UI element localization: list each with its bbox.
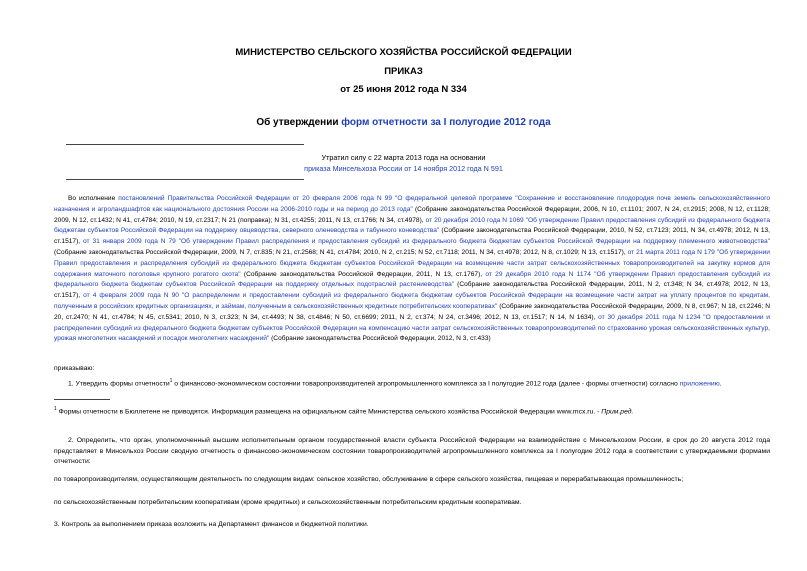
preamble-text: (Собрание законодательства Российской Федерации, 2012, N 3, ст.433) xyxy=(269,335,491,343)
item-1 xyxy=(68,376,768,389)
preamble-text: (Собрание законодательства Российской Федерации, 2011, N 2, ст.348; N 34, ст.4978; 2012, N 13, ст.1517), xyxy=(54,281,770,300)
item-1-text: . xyxy=(719,380,722,388)
resolution-link-179[interactable]: от 21 марта 2011 года N 179 "Об утверждении Правил предоставления и распределения субсидий из федерального бюджета бюджетам субъектов Российской Федерации на возмещение части затрат сельскохозяйственных товаропроизводителей на закупку кормов для содержания маточного поголовья крупного рогатого скота" xyxy=(54,248,770,278)
preamble-text: (Собрание законодательства Российской Федерации, 2009, N 8, ст.967; N 18, ст.2246; N 20, ст.2470; N 41, ст.4784; N 45, ст.5341; 2010, N 3, ст.323; N 34, ст.4493; N 38, ст.4846; N 50, ст.6699; 2011, N 2, ст.374; N 24, ст.3496; 2012, N 13, ст.1517; N 14, N 1634), xyxy=(54,302,770,321)
footnote-note: Прим.ред. xyxy=(601,408,634,416)
title-forms-link[interactable]: форм отчетности за I полугодие 2012 года xyxy=(341,117,551,128)
date-number-header: от 25 июня 2012 года N 334 xyxy=(340,84,467,95)
title-prefix: Об утверждении xyxy=(256,117,342,128)
resolution-link-99[interactable]: постановлений Правительства Российской Федерации от 20 февраля 2006 года N 99 "О федеральной целевой программе "Сохранение и восстановление плодородия почв земель сельскохозяйственного назначения и агроландшафтов как национального достояния России на 2006-2010 годы и на период до 2013 года" xyxy=(54,195,770,213)
resolution-link-1069[interactable]: от 20 декабря 2010 года N 1069 "Об утверждении Правил предоставления субсидий из федерального бюджета бюджетам субъектов Российской Федерации на поддержку овцеводства, северного оленеводства и табунного коневодства" xyxy=(54,216,770,235)
ministry-header: МИНИСТЕРСТВО СЕЛЬСКОГО ХОЗЯЙСТВА РОССИЙСКОЙ ФЕДЕРАЦИИ xyxy=(235,47,572,58)
appendix-link[interactable]: приложению xyxy=(679,380,720,388)
status-line: Утратил силу с 22 марта 2013 года на основании xyxy=(321,153,486,162)
item-1-text: 1. Утвердить формы отчетности xyxy=(68,380,170,388)
subitem-1: по товаропроизводителям, осуществляющим деятельность по следующим видам: сельское хозяйство, обслуживание в сфере сельского хозяйства, пищевая и перерабатывающая промышленность; xyxy=(54,476,684,483)
doc-type-header: ПРИКАЗ xyxy=(384,66,423,77)
resolution-link-1174[interactable]: от 29 декабря 2010 года N 1174 "Об утверждении Правил предоставления субсидий из федерального бюджета бюджетам субъектов Российской Федерации на поддержку отдельных подотраслей растениеводства" xyxy=(54,270,770,289)
footnote-mark: 1 xyxy=(54,406,57,412)
divider-bottom xyxy=(66,179,304,180)
item-1-text: о финансово-экономическом состоянии товаропроизводителей агропромышленного комплекса за I полугодие 2012 года (далее - формы отчетности) согласно xyxy=(172,380,680,388)
footnote-ref: 1 xyxy=(169,378,173,384)
preamble-text: (Собрание законодательства Российской Федерации, 2006, N 10, ст.1101; 2007, N 24, ст.2915; 2008, N 12, ст.1128; 2009, N 12, ст.1432; N 41, ст.4784; 2010, N 19, ст.2317; N 21 (поправка); N 31, ст.4255; 2011, N 13, ст.1766; N 34, ст.4978), xyxy=(54,205,770,224)
resolution-link-1234[interactable]: от 30 декабря 2011 года N 1234 "О предоставлении и распределении субсидий из федерального бюджета бюджетам субъектов Российской Федерации на компенсацию части затрат сельскохозяйственных товаропроизводителей по страхованию урожая сельскохозяйственных культур, урожая многолетних насаждений и посадок многолетних насаждений" xyxy=(54,313,770,343)
item-3: 3. Контроль за выполнением приказа возложить на Департамент финансов и бюджетной политики. xyxy=(54,521,369,528)
order-word: приказываю: xyxy=(54,365,95,372)
divider-top xyxy=(66,144,304,145)
resolution-link-90[interactable]: от 4 февраля 2009 года N 90 "О распределении и предоставлении субсидий из федерального бюджета бюджетам субъектов Российской Федерации на возмещение части затрат на уплату процентов по кредитам, полученным в российских кредитных организациях, и займам, полученным в сельскохозяйственных кредитных потребительских кооперативах" xyxy=(54,292,770,310)
preamble-text: (Собрание законодательства Российской Федерации, 2011, N 13, ст.1767), xyxy=(240,270,486,278)
preamble-text: (Собрание законодательства Российской Федерации, 2009, N 7, ст.835; N 21, ст.2568; N 41, ст.4784; 2010, N 2, ст.215; N 52, ст.7118; 2011, N 34, ст.4978; 2012, N 8, ст.1029; N 13, ст.1517), xyxy=(54,248,628,256)
footnote-divider xyxy=(54,399,110,400)
item-2 xyxy=(54,436,770,468)
footnote-text: Формы отчетности в Бюллетене не приводятся. Информация размещена на официальном сайте Министерства сельского хозяйства Российской Федерации www.mcx.ru. - xyxy=(56,408,602,416)
subitem-2: по сельскохозяйственным потребительским кооперативам (кроме кредитных) и сельскохозяйственным потребительским кредитным кооперативам. xyxy=(54,499,522,506)
resolution-link-79[interactable]: от 31 января 2009 года N 79 "Об утверждении Правил распределения и предоставления субсидий из федерального бюджета бюджетам субъектов Российской Федерации на поддержку племенного животноводства" xyxy=(83,238,770,246)
repeal-order-link[interactable]: приказа Минсельхоза России от 14 ноября 2012 года N 591 xyxy=(304,164,503,173)
document-title xyxy=(0,117,807,128)
preamble-text: (Собрание законодательства Российской Федерации, 2010, N 52, ст.7123; 2011, N 34, ст.4978; 2012, N 13, ст.1517), xyxy=(54,227,770,246)
preamble-text: Во исполнение xyxy=(68,195,119,202)
item-2-text: 2. Определить, что орган, уполномоченный высшим исполнительным органом государственной власти субъекта Российской Федерации на взаимодействие с Минсельхозом России, в срок до 20 августа 2012 года представляет в Минсельхоз России сводную отчетность о финансово-экономическом состоянии товаропроизводителей агропромышленного комплекса за I полугодие 2012 года в соответствии с утверждаемыми формами отчетности: xyxy=(54,437,770,466)
preamble-paragraph xyxy=(54,194,770,345)
footnote xyxy=(54,404,770,417)
